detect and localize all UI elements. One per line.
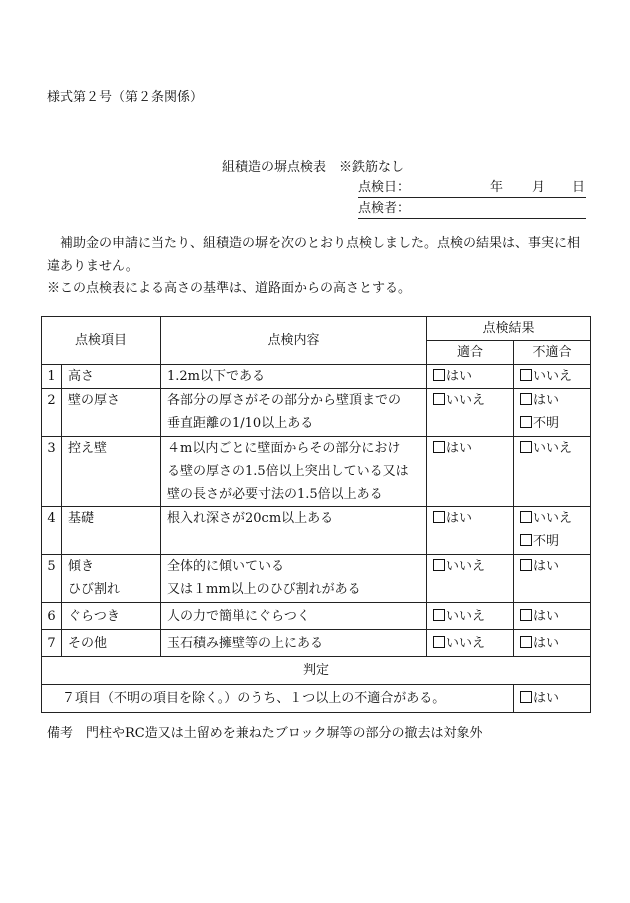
ng-checkbox[interactable]: [520, 437, 584, 460]
checkbox-label: いいえ: [446, 559, 486, 574]
content-line: 垂直距離の1/10以上ある: [167, 416, 314, 431]
content-line: 全体的に傾いている: [167, 559, 285, 574]
checkbox-label: 不明: [533, 416, 560, 431]
table-row: [42, 630, 591, 657]
checkbox-label: はい: [533, 691, 560, 706]
ng-options: [514, 555, 591, 603]
month-label: 月: [532, 180, 546, 195]
ng-options: [514, 389, 591, 437]
table-row: [42, 507, 591, 555]
checkbox-icon: [433, 441, 445, 453]
content-line: 壁の長さが必要寸法の1.5倍以上ある: [167, 487, 383, 502]
ng-checkbox[interactable]: [520, 605, 584, 628]
ng-options: [514, 437, 591, 507]
content-line: 人の力で簡単にぐらつく: [167, 608, 310, 624]
ok-checkbox[interactable]: [433, 507, 507, 530]
checkbox-icon: [433, 369, 445, 381]
judgment-text: ７項目（不明の項目を除く。）のうち、１つ以上の不適合がある。: [42, 685, 514, 713]
inspection-date-field[interactable]: [358, 179, 586, 198]
row-number: 7: [42, 630, 62, 657]
checkbox-icon: [433, 393, 445, 405]
ng-checkbox-unknown[interactable]: [520, 412, 584, 435]
ng-options: [514, 603, 591, 630]
checkbox-icon: [520, 559, 532, 571]
content-line: 1.2m以下である: [167, 369, 266, 384]
checkbox-label: いいえ: [446, 393, 486, 408]
table-row: [42, 365, 591, 389]
row-number: 6: [42, 603, 62, 630]
ng-checkbox[interactable]: [520, 365, 584, 388]
item-line: 傾き: [68, 559, 95, 574]
row-number: 3: [42, 437, 62, 507]
checkbox-label: はい: [446, 511, 473, 526]
ok-checkbox[interactable]: [433, 365, 507, 388]
ng-checkbox[interactable]: [520, 389, 584, 412]
ok-options: [427, 555, 514, 603]
form-number: 様式第２号（第２条関係）: [47, 90, 204, 105]
checkbox-icon: [433, 511, 445, 523]
row-number: 2: [42, 389, 62, 437]
table-row: [42, 389, 591, 437]
row-content: [161, 507, 427, 555]
content-line: 各部分の厚さがその部分から壁頂までの: [167, 393, 402, 408]
row-content: [161, 389, 427, 437]
checkbox-icon: [520, 636, 532, 648]
header-result: 点検結果: [427, 317, 591, 341]
header-content: 点検内容: [161, 317, 427, 365]
header-ng: 不適合: [514, 341, 591, 365]
ok-checkbox[interactable]: [433, 437, 507, 460]
table-row: [42, 603, 591, 630]
inspector-field[interactable]: [358, 200, 586, 219]
checkbox-icon: [520, 609, 532, 621]
day-label: 日: [572, 180, 586, 195]
row-item: 基礎: [62, 507, 161, 555]
table-row: [42, 437, 591, 507]
ng-checkbox-unknown[interactable]: [520, 530, 584, 553]
ng-options: [514, 365, 591, 389]
ok-checkbox[interactable]: [433, 389, 507, 412]
row-content: [161, 630, 427, 657]
ok-options: [427, 365, 514, 389]
checkbox-icon: [520, 369, 532, 381]
checkbox-icon: [520, 416, 532, 428]
content-line: 又は１mm以上のひび割れがある: [167, 582, 361, 597]
judgment-checkbox[interactable]: [520, 687, 584, 710]
remarks: 備考 門柱やRC造又は土留めを兼ねたブロック塀等の部分の撤去は対象外: [47, 726, 483, 741]
checkbox-icon: [433, 636, 445, 648]
checkbox-label: はい: [533, 635, 560, 651]
row-content: [161, 603, 427, 630]
year-label: 年: [490, 180, 504, 195]
ng-options: [514, 507, 591, 555]
row-number: 1: [42, 365, 62, 389]
row-content: [161, 365, 427, 389]
row-content: [161, 555, 427, 603]
item-line: ひび割れ: [68, 582, 121, 597]
row-item: 壁の厚さ: [62, 389, 161, 437]
checkbox-label: はい: [533, 608, 560, 624]
checkbox-icon: [520, 691, 532, 703]
ok-checkbox[interactable]: [433, 632, 507, 655]
content-line: 根入れ深さが20cm以上ある: [167, 511, 334, 526]
row-item: 控え壁: [62, 437, 161, 507]
header-item: 点検項目: [42, 317, 161, 365]
header-ok: 適合: [427, 341, 514, 365]
row-content: [161, 437, 427, 507]
row-item: 高さ: [62, 365, 161, 389]
table-row: [42, 555, 591, 603]
content-line: ４m以内ごとに壁面からその部分におけ: [167, 441, 401, 456]
ok-options: [427, 507, 514, 555]
checkbox-icon: [520, 534, 532, 546]
checkbox-label: はい: [533, 393, 560, 408]
document-title: 組積造の塀点検表 ※鉄筋なし: [222, 160, 405, 175]
judgment-row: [42, 685, 591, 713]
checkbox-label: いいえ: [446, 608, 486, 624]
checkbox-icon: [433, 559, 445, 571]
checkbox-label: 不明: [533, 534, 560, 549]
checkbox-label: はい: [446, 369, 473, 384]
checkbox-icon: [520, 393, 532, 405]
ok-options: [427, 437, 514, 507]
row-item: その他: [62, 630, 161, 657]
checkbox-label: はい: [533, 559, 560, 574]
ok-checkbox[interactable]: [433, 605, 507, 628]
ng-checkbox[interactable]: [520, 507, 584, 530]
ok-options: [427, 603, 514, 630]
checkbox-label: いいえ: [533, 511, 573, 526]
row-number: 5: [42, 555, 62, 603]
row-item: [62, 555, 161, 603]
checkbox-icon: [433, 609, 445, 621]
ok-checkbox[interactable]: [433, 555, 507, 578]
ok-options: [427, 630, 514, 657]
checkbox-icon: [520, 441, 532, 453]
inspection-date-label: 点検日：: [358, 180, 411, 195]
content-line: る壁の厚さの1.5倍以上突出している又は: [167, 464, 409, 479]
content-line: 玉石積み擁壁等の上にある: [167, 635, 324, 651]
judgment-options: [514, 685, 591, 713]
ng-options: [514, 630, 591, 657]
height-note: ※この点検表による高さの基準は、道路面からの高さとする。: [47, 281, 412, 296]
checkbox-icon: [520, 511, 532, 523]
intro-text: 補助金の申請に当たり、組積造の塀を次のとおり点検しました。点検の結果は、事実に相違ありません。: [47, 236, 581, 274]
ng-checkbox[interactable]: [520, 555, 584, 578]
row-number: 4: [42, 507, 62, 555]
ng-checkbox[interactable]: [520, 632, 584, 655]
inspector-label: 点検者：: [358, 201, 411, 216]
ok-options: [427, 389, 514, 437]
checkbox-label: いいえ: [533, 369, 573, 384]
judgment-header: 判定: [42, 657, 591, 685]
checkbox-label: いいえ: [446, 635, 486, 651]
inspection-table: [41, 316, 591, 713]
checkbox-label: はい: [446, 441, 473, 456]
row-item: ぐらつき: [62, 603, 161, 630]
checkbox-label: いいえ: [533, 441, 573, 456]
